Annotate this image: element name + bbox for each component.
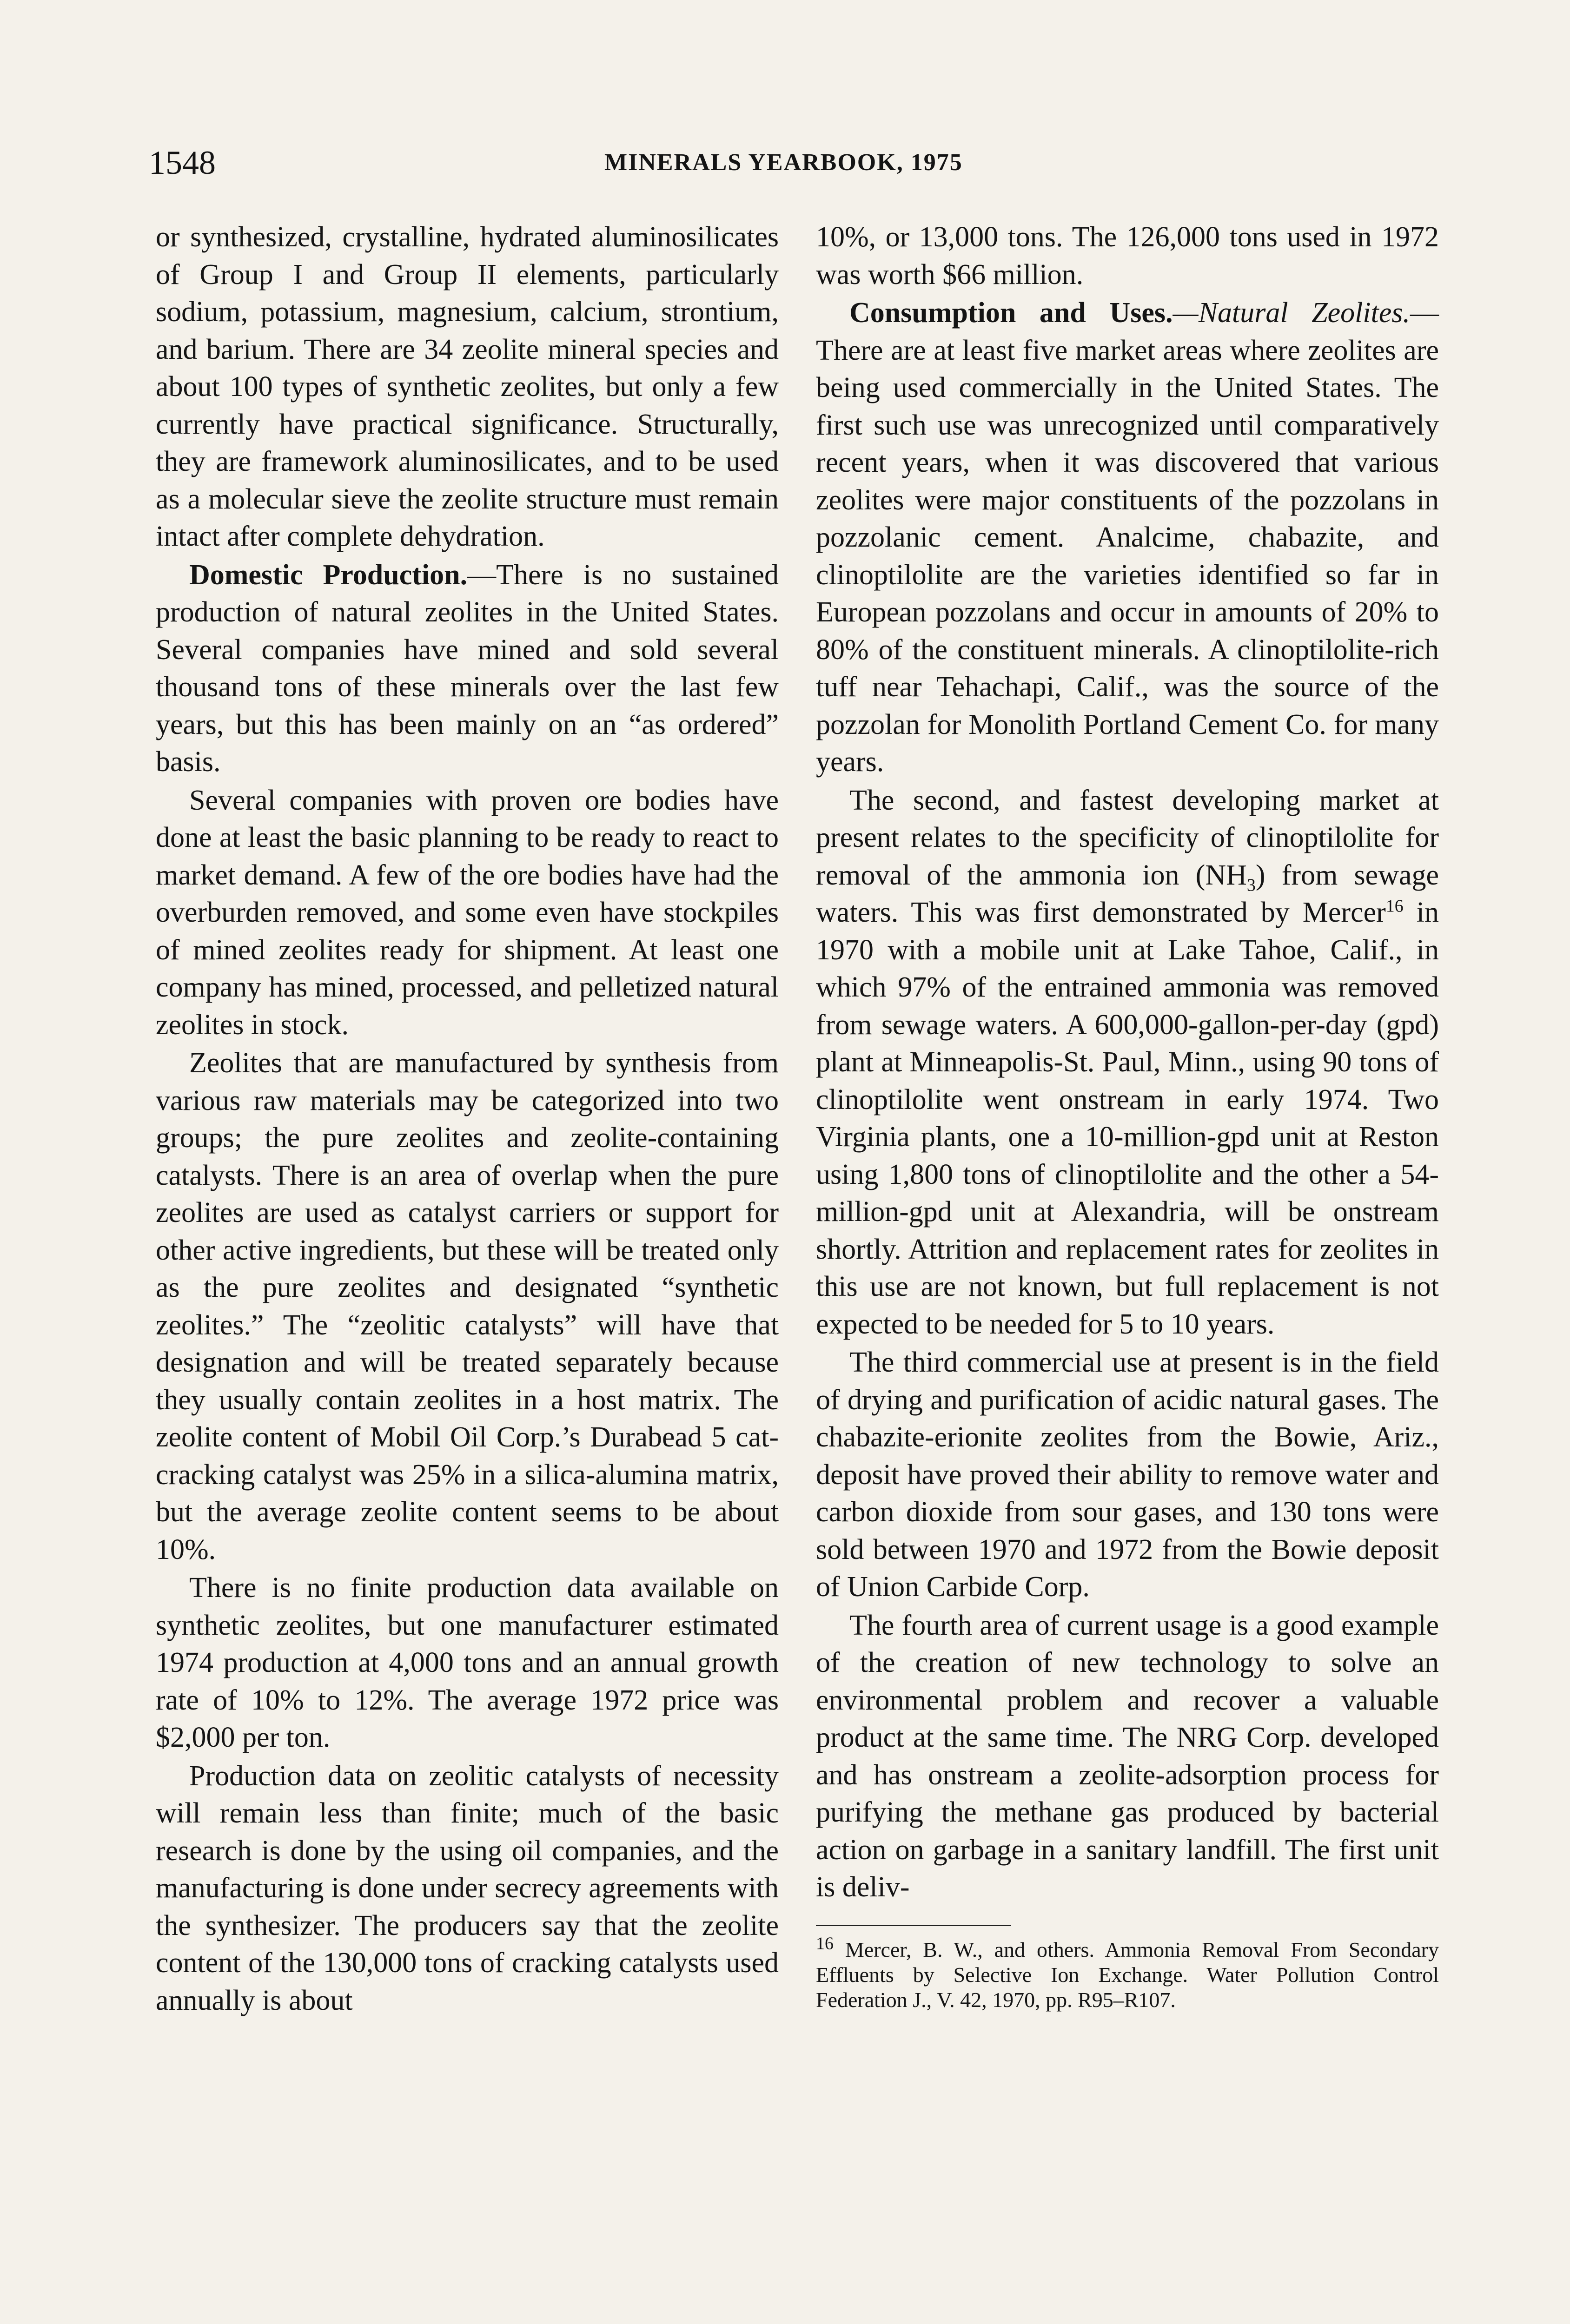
footnote <box>816 1934 1439 2013</box>
subsection-heading: —Natural Zeolites. <box>1173 297 1410 329</box>
paragraph: There is no finite production data available on synthetic zeolites, but one manufacturer estimated 1974 production at 4,000 tons and an annual growth rate of 10% to 12%. The average 1972 price was $2,000 per ton. <box>156 1572 779 1753</box>
paragraph-text: ) from sewage waters. This was first demonstrated by Mercer <box>816 859 1439 928</box>
paragraph-second-market <box>816 782 1439 1343</box>
page-header <box>149 139 1451 186</box>
footnote-divider <box>816 1925 1011 1926</box>
paragraph: The third commercial use at present is in the field of drying and purification of acidic natural gases. The chabazite-erionite zeolites from the Bowie, Ariz., deposit have proved their ability to remove water and carbon dioxide from sour gases, and 130 tons were sold between 1970 and 1972 from the Bowie deposit of Union Carbide Corp. <box>816 1347 1439 1603</box>
paragraph: Several companies with proven ore bodies have done at least the basic planning to be ready to react to market demand. A few of the ore bodies have had the overburden removed, and some even have stockpiles of mined zeolites ready for shipment. At least one company has mined, processed, and pelletized natural zeolites in stock. <box>156 784 779 1041</box>
paragraph-text: —There is no sustained production of natural zeolites in the United States. Several companies have mined and sold several thousand tons of these minerals over the last few years, but this has been mainly on an “as ordered” basis. <box>156 559 779 778</box>
paragraph-domestic-production <box>156 556 779 781</box>
subscript: 3 <box>1246 875 1256 895</box>
paragraph-text: —There are at least five market areas where zeolites are being used commercially in the United States. The first such use was unrecognized until comparatively recent years, when it was discovered that various zeolites were major constituents of the pozzolans in pozzolanic cement. Analcime, chabazite, and clinoptilolite are the varieties identified so far in European pozzolans and occur in amounts of 20% to 80% of the constituent minerals. A clinoptilolite-rich tuff near Tehachapi, Calif., was the source of the pozzolan for Monolith Portland Cement Co. for many years. <box>816 297 1439 778</box>
page-number: 1548 <box>149 144 216 181</box>
left-column <box>156 218 779 2019</box>
paragraph: Production data on zeolitic catalysts of necessity will remain less than finite; much of the basic research is done by the using oil companies, and the manufacturing is done under secrecy agreements with the synthesizer. The producers say that the zeolite content of the 130,000 tons of cracking catalysts used annually is about <box>156 1760 779 2016</box>
paragraph-text: The second, and fastest developing market at present relates to the specificity of clinoptilolite for removal of the ammonia ion (NH <box>816 784 1439 891</box>
paragraph: The fourth area of current usage is a good example of the creation of new technology to solve an environmental problem and recover a valuable product at the same time. The NRG Corp. developed and has onstream a zeolite-adsorption process for purifying the methane gas produced by bacterial action on garbage in a sanitary landfill. The first unit is deliv- <box>816 1609 1439 1903</box>
paragraph: Zeolites that are manufactured by synthesis from various raw materials may be categorized into two groups; the pure zeolites and zeolite-containing catalysts. There is an area of overlap when the pure zeolites are used as catalyst carriers or support for other active ingredients, but these will be treated only as the pure zeolites and designated “synthetic zeolites.” The “zeolitic catalysts” will have that designation and will be treated separately because they usually contain zeolites in a host matrix. The zeolite content of Mobil Oil Corp.’s Durabead 5 cat-cracking catalyst was 25% in a silica-alumina matrix, but the average zeolite content seems to be about 10%. <box>156 1047 779 1565</box>
section-heading: Domestic Production. <box>189 559 468 591</box>
paragraph-consumption-uses <box>816 294 1439 781</box>
paragraph-text: in 1970 with a mobile unit at Lake Tahoe, Calif., in which 97% of the entrained ammonia was removed from sewage waters. A 600,000-gallon-per-day (gpd) plant at Minneapolis-St. Paul, Minn., using 90 tons of clinoptilolite went onstream in early 1974. Two Virginia plants, one a 10-million-gpd unit at Reston using 1,800 tons of clinoptilolite and the other a 54-million-gpd unit at Alexandria, will be onstream shortly. Attrition and replacement rates for zeolites in this use are not known, but full replacement is not expected to be needed for 5 to 10 years. <box>816 897 1439 1340</box>
footnote-text: Mercer, B. W., and others. Ammonia Removal From Secondary Effluents by Selective Ion Exchange. Water Pollution Control Federation J., V. 42, 1970, pp. R95–R107. <box>816 1937 1439 2012</box>
paragraph: or synthesized, crystalline, hydrated aluminosilicates of Group I and Group II elements, particularly sodium, potassium, magnesium, calcium, strontium, and barium. There are 34 zeolite mineral species and about 100 types of synthetic zeolites, but only a few currently have practical significance. Structurally, they are framework aluminosilicates, and to be used as a molecular sieve the zeolite structure must remain intact after complete dehydration. <box>156 221 779 552</box>
footnote-number: 16 <box>816 1934 834 1954</box>
footnote-reference: 16 <box>1385 896 1404 916</box>
section-heading: Consumption and Uses. <box>849 297 1173 329</box>
right-column <box>816 218 1439 2013</box>
running-title: MINERALS YEARBOOK, 1975 <box>604 149 963 176</box>
paragraph: 10%, or 13,000 tons. The 126,000 tons used in 1972 was worth $66 million. <box>816 221 1439 290</box>
